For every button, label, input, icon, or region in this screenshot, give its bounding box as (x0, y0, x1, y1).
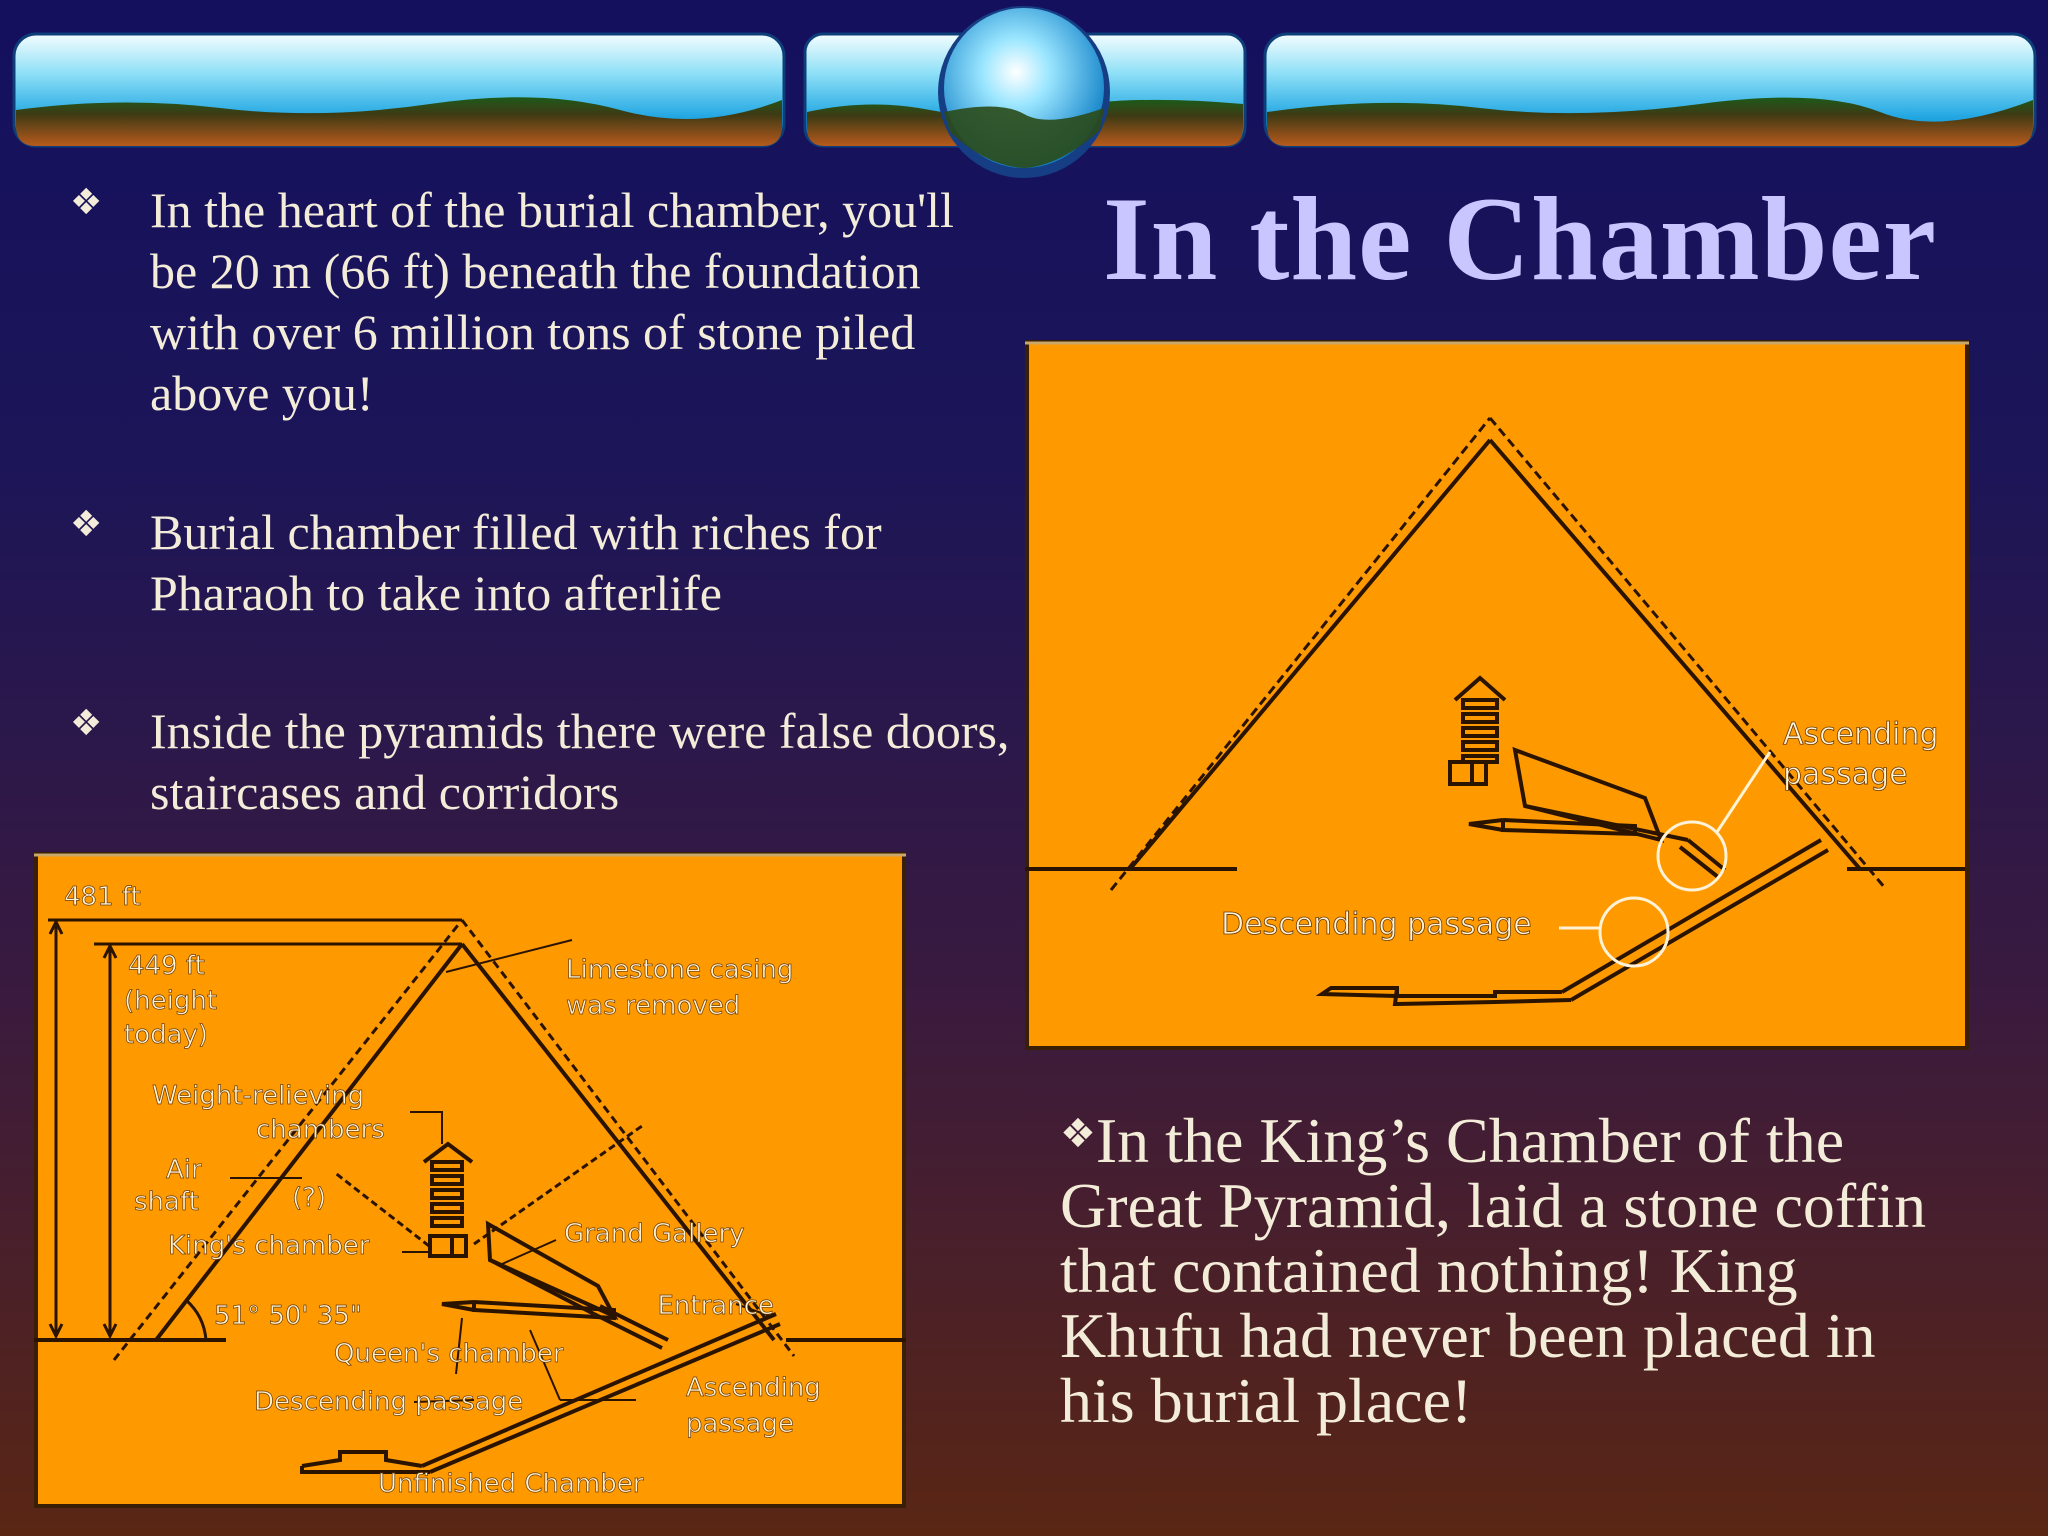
king-chamber-note (1060, 1105, 1960, 1436)
note-text: In the King’s Chamber of the Great Pyramid, laid a stone coffin that contained nothing! King Khufu had never been placed in his burial place! (1060, 1105, 1927, 1436)
pyramid-diagram-right (1025, 340, 1969, 1050)
bullet-item (70, 180, 1010, 424)
label-unfinished: Unfinished Chamber (378, 1469, 644, 1499)
label-air-1: Air (166, 1155, 202, 1185)
label-grand-gallery: Grand Gallery (564, 1219, 745, 1249)
label-descending: Descending passage (1221, 907, 1532, 942)
label-angle: 51° 50' 35" (214, 1301, 362, 1331)
bullet-diamond-icon: ❖ (1060, 1111, 1096, 1157)
bullet-text: Burial chamber filled with riches for Pharaoh to take into afterlife (150, 504, 882, 621)
label-ascending-2: passage (1783, 757, 1908, 792)
label-descending: Descending passage (254, 1387, 524, 1417)
label-height-today-2: today) (124, 1020, 209, 1050)
label-ascending-1: Ascending (686, 1373, 821, 1403)
label-air-question: (?) (292, 1183, 327, 1213)
bullet-text: Inside the pyramids there were false doors, staircases and corridors (150, 703, 1010, 820)
label-weight-relieving-1: Weight-relieving (152, 1081, 365, 1111)
label-limestone-1: Limestone casing (566, 955, 794, 985)
label-entrance: Entrance (657, 1291, 774, 1321)
label-ascending-1: Ascending (1783, 717, 1939, 752)
label-queens-chamber: Queen's chamber (334, 1339, 564, 1369)
bullet-diamond-icon: ❖ (70, 182, 103, 223)
banner-left (14, 34, 784, 146)
bullet-item (70, 701, 1010, 823)
label-481ft: 481 ft (64, 882, 141, 912)
bullet-diamond-icon: ❖ (70, 703, 103, 744)
banner-center (805, 6, 1245, 178)
label-449ft: 449 ft (128, 951, 205, 981)
bullet-item (70, 502, 1010, 624)
label-weight-relieving-2: chambers (256, 1115, 385, 1145)
bullet-text: In the heart of the burial chamber, you'll be 20 m (66 ft) beneath the foundation with over 6 million tons of stone piled above you! (150, 182, 954, 421)
slide-title: In the Chamber (1102, 172, 1938, 305)
label-limestone-2: was removed (566, 991, 741, 1021)
label-height-today-1: (height (124, 986, 218, 1016)
label-ascending-2: passage (686, 1409, 794, 1439)
top-banner (0, 0, 2048, 180)
label-air-2: shaft (134, 1187, 199, 1217)
label-kings-chamber: King's chamber (168, 1231, 370, 1261)
banner-right (1265, 34, 2035, 146)
bullet-diamond-icon: ❖ (70, 504, 103, 545)
pyramid-diagram-left (34, 852, 906, 1508)
